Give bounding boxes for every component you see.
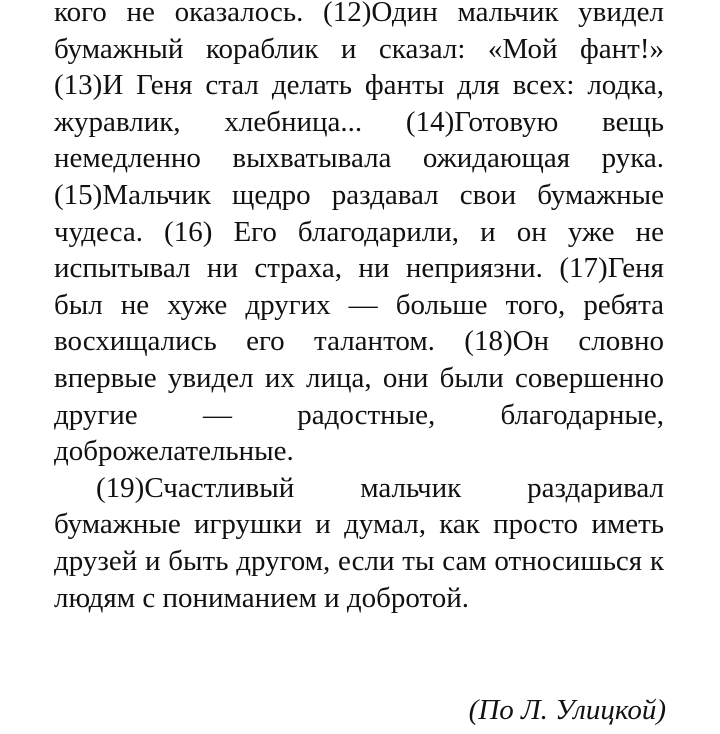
source-attribution: (По Л. Улицкой) — [468, 694, 666, 726]
paragraph-2: (19)Счастливый мальчик раздаривал бумажные игрушки и думал, как просто иметь друзей и быть другом, если ты сам относишься к людям с пониманием и добротой. — [54, 471, 664, 614]
paragraph-1: кого не оказалось. (12)Один мальчик увидел бумажный кораблик и сказал: «Мой фант!» (13)И Геня стал делать фанты для всех: лодка, журавлик, хлебница... (14)Готовую вещь немедленно выхватывала ожидающая рука. (15)Мальчик щедро раздавал свои бумажные чудеса. (16) Его благодарили, и он уже не испытывал ни страха, ни неприязни. (17)Геня был не хуже других — больше того, ребята восхищались его талантом. (18)Он словно впервые увидел их лица, они были совершенно другие — радостные, благодарные, доброжелательные. — [54, 0, 664, 468]
document-body — [54, 0, 664, 616]
